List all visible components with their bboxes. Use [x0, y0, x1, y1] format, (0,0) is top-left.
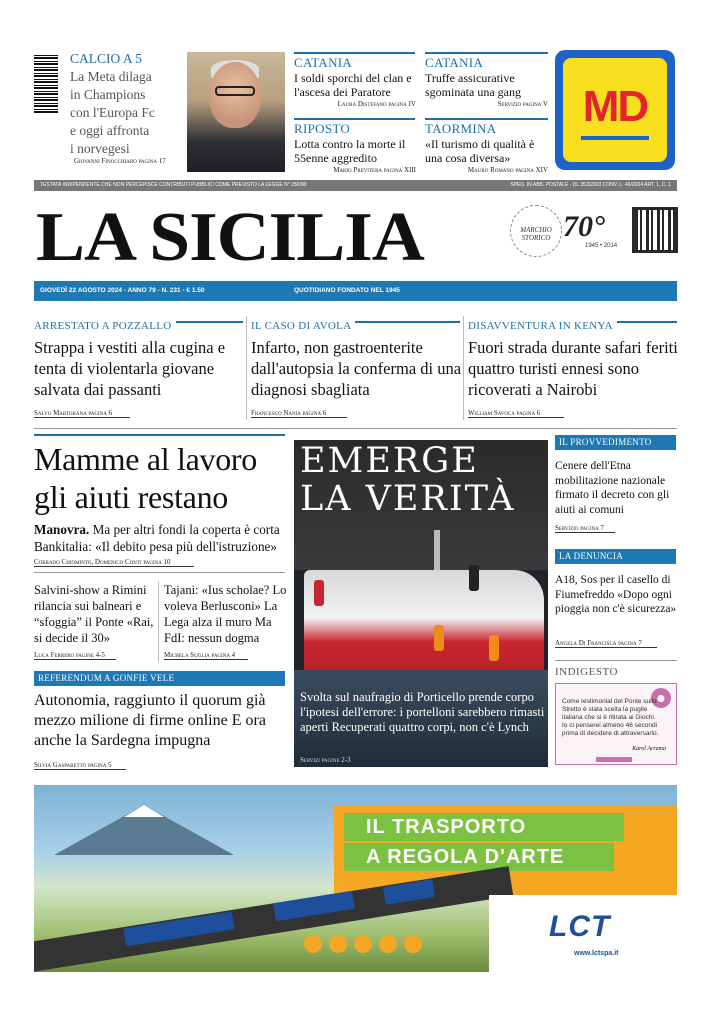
story-kenya[interactable]	[468, 316, 680, 400]
lead-headline-line: gli aiuti restano	[34, 479, 228, 515]
calcio-kicker: CALCIO A 5	[70, 51, 143, 66]
road-illustration	[34, 866, 513, 972]
story-byline: Angela Di Francisca pagina 7	[555, 639, 657, 648]
teaser-catania-2[interactable]	[425, 55, 548, 108]
indigesto-icon: ☻	[651, 688, 671, 708]
rule	[555, 660, 677, 661]
date-bar	[34, 281, 677, 301]
column-divider	[246, 316, 247, 420]
story-byline: Michela Suglia pagina 4	[164, 651, 248, 660]
teaser-rule	[294, 52, 415, 54]
portrait-photo	[187, 52, 285, 172]
story-byline: Servizio pagina 7	[555, 524, 615, 533]
story-byline: William Savoca pagina 6	[468, 409, 564, 418]
ad-line-1: IL TRASPORTO	[344, 813, 624, 841]
story-avola[interactable]	[251, 316, 463, 400]
lead-headline-line: Mamme al lavoro	[34, 441, 257, 477]
lct-logo: LCT	[549, 910, 611, 943]
lead-byline: Corrado Chiominto, Domenico Conti pagina 10	[34, 558, 194, 567]
teaser-riposto[interactable]	[294, 121, 416, 174]
md-logo-text: MD	[582, 82, 648, 131]
story-title: Tajani: «Ius scholae? Lo voleva Berlusconi» La Lega alza il muro Ma FdI: nessun dogma	[164, 583, 287, 645]
teaser-kicker: CATANIA	[294, 55, 353, 70]
photo-byline: Servizi pagine 2-3	[300, 756, 351, 764]
founded-note: QUOTIDIANO FONDATO NEL 1945	[294, 287, 400, 294]
story-etna[interactable]: Cenere dell'Etna mobilitazione nazionale firmato il decreto con gli aiuti ai comuni	[555, 460, 670, 516]
issue-date: GIOVEDÌ 22 AGOSTO 2024 - ANNO 79 - N. 231 - € 1.50	[40, 287, 205, 294]
barcode	[34, 53, 58, 113]
story-byline: Salvo Martorana pagina 6	[34, 409, 130, 418]
marchio-storico-seal: MARCHIO STORICO	[510, 205, 562, 257]
story-pozzallo[interactable]	[34, 316, 246, 400]
story-title: Salvini-show a Rimini rilancia sui balneari e “sfoggia” il Ponte «Rai, si decide il 30»	[34, 583, 154, 645]
photo-headline-line: EMERGE	[300, 441, 479, 481]
teaser-rule	[294, 118, 415, 120]
rule	[34, 434, 285, 436]
story-tajani[interactable]	[164, 582, 289, 646]
teaser-kicker: CATANIA	[425, 55, 484, 70]
column-divider	[158, 582, 159, 662]
lead-sub-text: Ma per altri fondi la coperta è corta Bankitalia: «Il debito pesa più dell'istruzione»	[34, 522, 280, 554]
teaser-taormina[interactable]	[425, 121, 548, 174]
lead-sub-bold: Manovra.	[34, 522, 90, 537]
service-icon	[329, 935, 347, 953]
referendum-byline: Silvia Gasparetto pagina 5	[34, 761, 126, 770]
calcio-line: in Champions	[70, 87, 146, 102]
side-bar-denuncia: LA DENUNCIA	[555, 549, 676, 564]
calcio-byline: Giovanni Finocchiaro pagina 17	[74, 157, 166, 165]
indigesto-text: Come testimonial del Ponte sullo Stretto è stata scelta la pugile italiana che si è ritirata ai Giochi. Io ci penserei almeno 46 secondi prima di decidere di attraversarlo.	[562, 698, 659, 737]
md-advert-logo[interactable]	[555, 50, 675, 170]
service-icon	[379, 935, 397, 953]
referendum-headline[interactable]: Autonomia, raggiunto il quorum già mezzo milione di firme online E ora anche la Sardegna impugna	[34, 692, 266, 749]
lead-headline[interactable]	[34, 440, 257, 516]
section-divider	[34, 428, 677, 429]
story-a18[interactable]: A18, Sos per il casello di Fiumefreddo «Dopo ogni pioggia non c'è sicurezza»	[555, 574, 677, 615]
side-bar-provvedimento: IL PROVVEDIMENTO	[555, 435, 676, 450]
lead-subhead	[34, 521, 289, 555]
story-kicker: IL CASO DI AVOLA	[251, 320, 355, 332]
teaser-rule	[425, 118, 548, 120]
rule	[34, 572, 285, 573]
masthead-title[interactable]: LA SICILIA	[36, 199, 424, 276]
photo-headline[interactable]	[300, 442, 515, 518]
teaser-title: I soldi sporchi del clan e l'ascesa dei Paratore	[294, 71, 412, 99]
teaser-byline: Mario Previtera pagina XIII	[333, 166, 416, 174]
legal-left: TESTATA INDIPENDENTE CHE NON PERCEPISCE CONTRIBUTI PUBBLICI COME PREVISTO LA LEGGE N° 250/90	[40, 182, 307, 188]
teaser-title: «Il turismo di qualità è una cosa diversa»	[425, 137, 535, 165]
legal-right: SPED. IN ABB. POSTALE - DL 353/2003 CONV. L. 46/2004 ART. 1, C. 1	[510, 182, 671, 188]
lct-advertisement[interactable]	[34, 785, 677, 972]
teaser-rule	[425, 52, 548, 54]
teaser-title: Lotta contro la morte il 55enne aggredito	[294, 137, 406, 165]
indigesto-signature: Karol Arrama	[632, 746, 666, 752]
service-icon	[354, 935, 372, 953]
calcio-line: La Meta dilaga	[70, 69, 152, 84]
qr-code-icon[interactable]	[632, 207, 678, 253]
story-byline: Luca Ferrero pagine 4-5	[34, 651, 116, 660]
anniversary-years: 1945 • 2014	[585, 243, 618, 249]
snow-cap	[124, 805, 164, 817]
calcio-teaser[interactable]	[70, 50, 185, 158]
story-kicker: ARRESTATO A POZZALLO	[34, 320, 176, 332]
story-byline: Francesco Nania pagina 6	[251, 409, 347, 418]
story-title: Infarto, non gastroenterite dall'autopsia la conferma di una diagnosi sbagliata	[251, 338, 462, 399]
calcio-line: i norvegesi	[70, 141, 130, 156]
referendum-bar: REFERENDUM A GONFIE VELE	[34, 671, 285, 686]
indigesto-label: INDIGESTO	[555, 666, 618, 678]
story-title: Fuori strada durante safari feriti quattro turisti ennesi sono ricoverati a Nairobi	[468, 338, 678, 399]
ad-line-2: A REGOLA D'ARTE	[344, 843, 614, 871]
service-icon	[404, 935, 422, 953]
anniversary-logo: 70°	[563, 210, 605, 243]
column-divider	[463, 316, 464, 420]
story-title: Strappa i vestiti alla cugina e tenta di violentarla giovane salvata dai passanti	[34, 338, 226, 399]
teaser-kicker: TAORMINA	[425, 121, 497, 136]
teaser-byline: Laura Distefano pagina IV	[337, 100, 416, 108]
ad-url[interactable]: www.lctspa.it	[574, 950, 619, 957]
photo-caption: Svolta sul naufragio di Porticello prende corpo l'ipotesi dell'errore: i portelloni sarebbero rimasti aperti Recuperati quattro corpi, non c'è Lynch	[300, 690, 545, 734]
service-icon	[304, 935, 322, 953]
photo-headline-line: LA VERITÀ	[300, 479, 516, 519]
teaser-byline: Mauro Romano pagina XIV	[467, 166, 548, 174]
teaser-kicker: RIPOSTO	[294, 121, 351, 136]
indigesto-box[interactable]	[555, 683, 677, 765]
teaser-title: Truffe assicurative sgominata una gang	[425, 71, 521, 99]
calcio-line: e oggi affronta	[70, 123, 150, 138]
story-salvini[interactable]	[34, 582, 158, 646]
indigesto-tag	[596, 757, 632, 762]
calcio-line: con l'Europa Fc	[70, 105, 155, 120]
teaser-catania-1[interactable]	[294, 55, 416, 108]
story-kicker: DISAVVENTURA IN KENYA	[468, 320, 617, 332]
legal-bar	[34, 180, 677, 191]
teaser-byline: Servizio pagina V	[497, 100, 548, 108]
